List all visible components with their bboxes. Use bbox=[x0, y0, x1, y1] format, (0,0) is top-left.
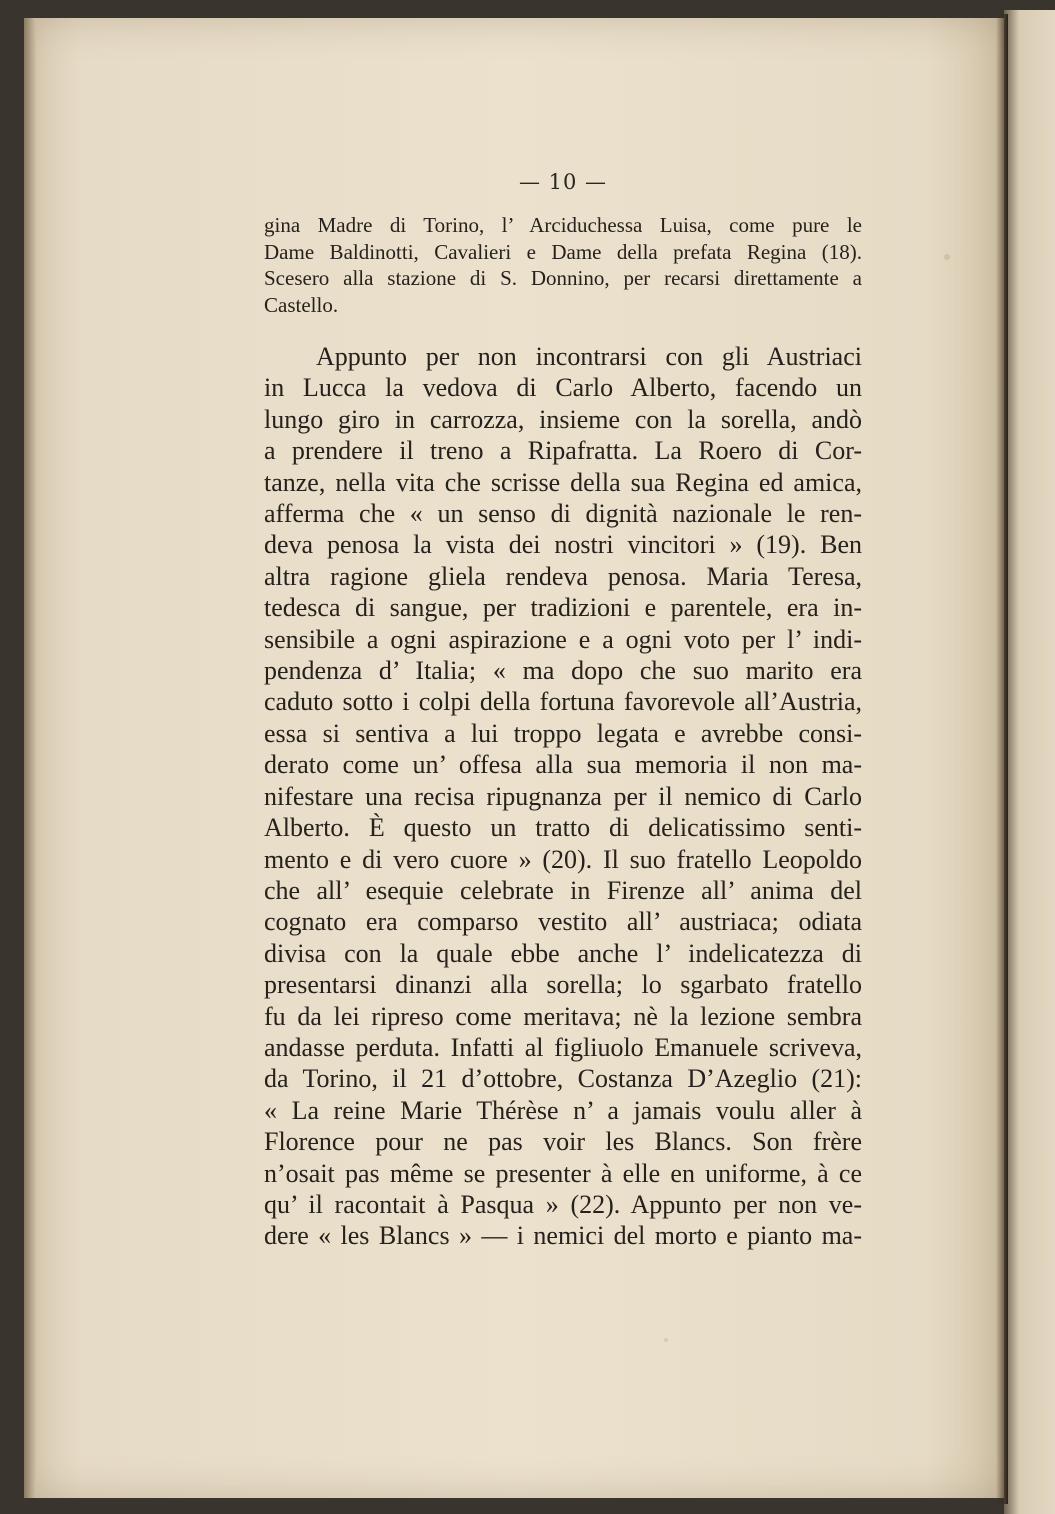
text-line: da Torino, il 21 d’ottobre, Costanza D’Azeglio (21): bbox=[264, 1064, 862, 1094]
text-line: mento e di vero cuore » (20). Il suo fratello Leopoldo bbox=[264, 844, 862, 874]
facing-page-edge bbox=[1004, 10, 1055, 1514]
text-line: lungo giro in carrozza, insieme con la sorella, andò bbox=[264, 404, 862, 434]
paper-spot bbox=[944, 254, 950, 260]
text-line: in Lucca la vedova di Carlo Alberto, facendo un bbox=[264, 373, 862, 403]
text-line: afferma che « un senso di dignità nazionale le ren- bbox=[264, 499, 862, 529]
text-line: essa si sentiva a lui troppo legata e avrebbe consi- bbox=[264, 718, 862, 748]
text-line: divisa con la quale ebbe anche l’ indelicatezza di bbox=[264, 938, 862, 968]
text-line: pendenza d’ Italia; « ma dopo che suo marito era bbox=[264, 656, 862, 686]
body-paragraph bbox=[264, 341, 862, 1252]
text-line: andasse perduta. Infatti al figliuolo Emanuele scriveva, bbox=[264, 1032, 862, 1062]
text-line: Florence pour ne pas voir les Blancs. Son frère bbox=[264, 1127, 862, 1157]
text-line: dere « les Blancs » — i nemici del morto e pianto ma- bbox=[264, 1221, 862, 1251]
text-line: tedesca di sangue, per tradizioni e parentele, era in- bbox=[264, 593, 862, 623]
page-number-header: — 10 — bbox=[518, 170, 608, 194]
text-line: Alberto. È questo un tratto di delicatissimo senti- bbox=[264, 813, 862, 843]
text-line: Appunto per non incontrarsi con gli Austriaci bbox=[316, 342, 862, 371]
text-line: nifestare una recisa ripugnanza per il nemico di Carlo bbox=[264, 781, 862, 811]
text-line: « La reine Marie Thérèse n’ a jamais voulu aller à bbox=[264, 1095, 862, 1125]
text-line: n’osait pas même se presenter à elle en uniforme, à ce bbox=[264, 1158, 862, 1188]
text-line: cognato era comparso vestito all’ austriaca; odiata bbox=[264, 907, 862, 937]
text-line: Castello. bbox=[264, 292, 339, 317]
text-line: fu da lei ripreso come meritava; nè la lezione sembra bbox=[264, 1001, 862, 1031]
text-line: che all’ esequie celebrate in Firenze all’ anima del bbox=[264, 875, 862, 905]
text-line: deva penosa la vista dei nostri vincitori » (19). Ben bbox=[264, 530, 862, 560]
text-line: presentarsi dinanzi alla sorella; lo sgarbato fratello bbox=[264, 970, 862, 1000]
page-binding-edge bbox=[24, 18, 36, 1498]
text-line: altra ragione gliela rendeva penosa. Maria Teresa, bbox=[264, 561, 862, 591]
text-line: Scesero alla stazione di S. Donnino, per recarsi direttamente a bbox=[264, 266, 862, 290]
book-gutter bbox=[996, 14, 1008, 1504]
text-line: a prendere il treno a Ripafratta. La Roero di Cor- bbox=[264, 436, 862, 466]
text-line: sensibile a ogni aspirazione e a ogni voto per l’ indi- bbox=[264, 624, 862, 654]
note-paragraph bbox=[264, 212, 862, 318]
text-line: Dame Baldinotti, Cavalieri e Dame della prefata Regina (18). bbox=[264, 239, 862, 264]
text-line: caduto sotto i colpi della fortuna favorevole all’Austria, bbox=[264, 687, 862, 717]
text-line: tanze, nella vita che scrisse della sua Regina ed amica, bbox=[264, 467, 862, 497]
text-line: qu’ il racontait à Pasqua » (22). Appunto per non ve- bbox=[264, 1189, 862, 1219]
text-line: derato come un’ offesa alla sua memoria il non ma- bbox=[264, 750, 862, 780]
paper-spot bbox=[664, 1338, 668, 1342]
text-line: gina Madre di Torino, l’ Arciduchessa Luisa, come pure le bbox=[264, 213, 862, 237]
